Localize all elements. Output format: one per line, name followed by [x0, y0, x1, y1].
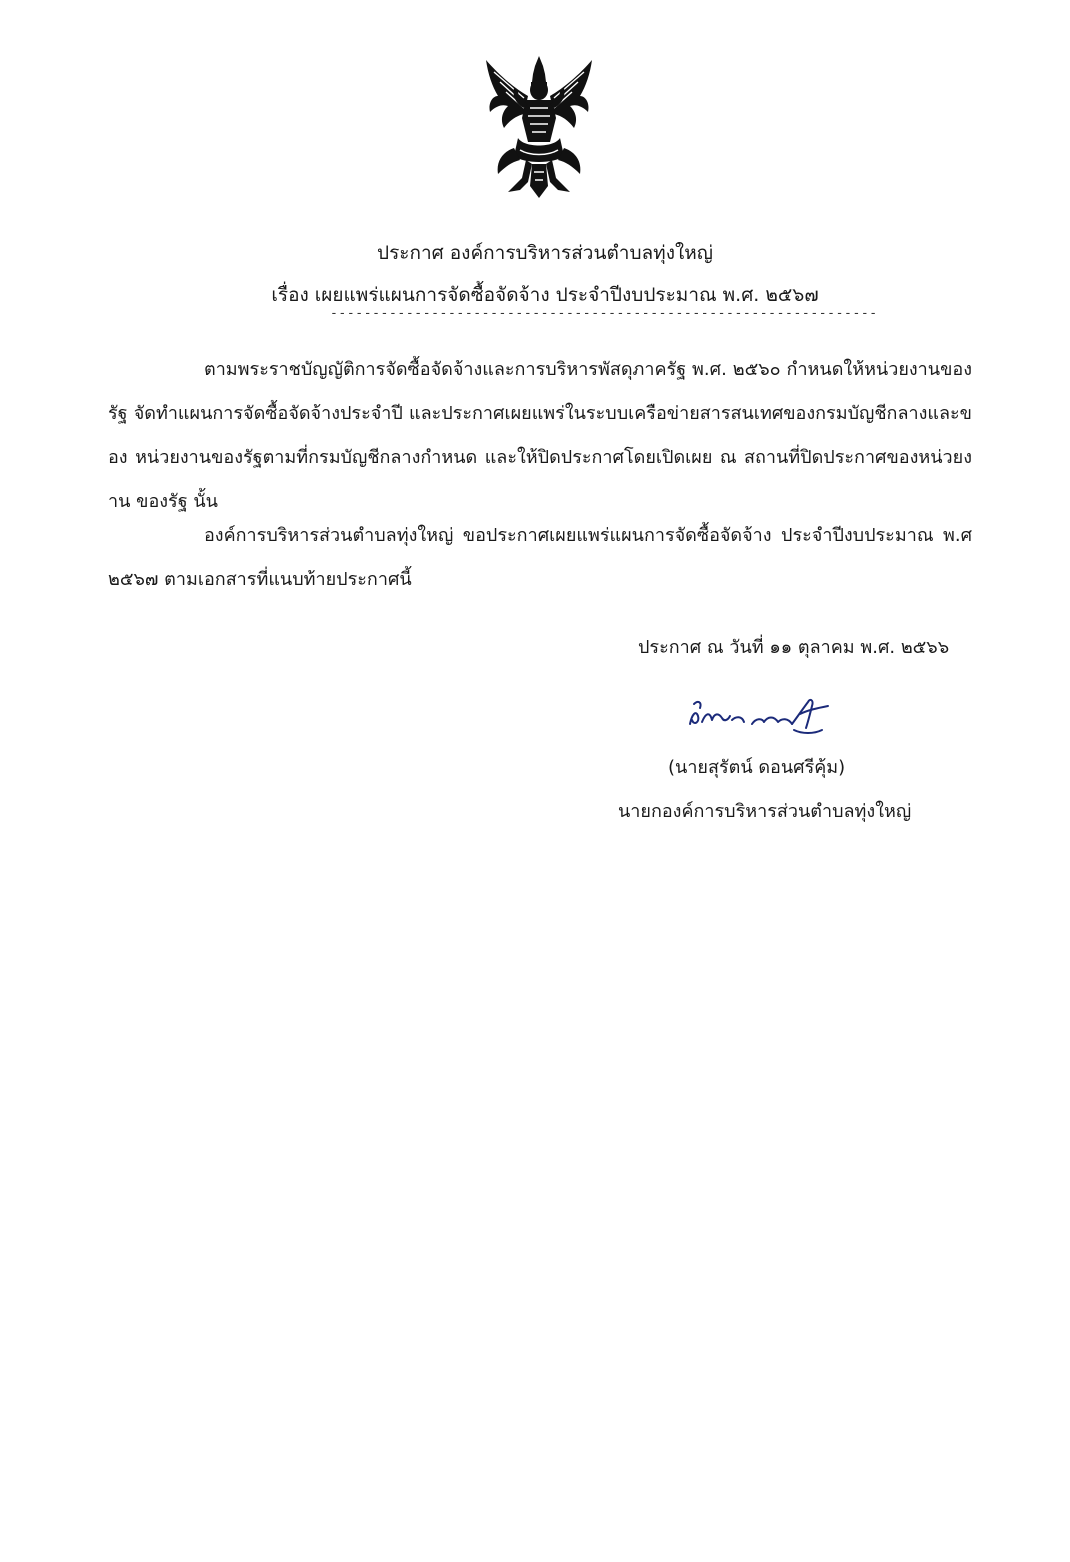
handwritten-signature-icon — [682, 690, 852, 740]
signer-position: นายกองค์การบริหารส่วนตำบลทุ่งใหญ่ — [618, 801, 912, 822]
subject-line: เรื่อง เผยแพร่แผนการจัดซื้อจัดจ้าง ประจำปีงบประมาณ พ.ศ. ๒๕๖๗ — [271, 284, 819, 306]
announcement-date: ประกาศ ณ วันที่ ๑๑ ตุลาคม พ.ศ. ๒๕๖๖ — [638, 637, 950, 658]
body-paragraph-2: องค์การบริหารส่วนตำบลทุ่งใหญ่ ขอประกาศเผยแพร่แผนการจัดซื้อจัดจ้าง ประจำปีงบประมาณ พ.ศ ๒๕๖๗ ตามเอกสารที่แนบท้ายประกาศนี้ — [108, 525, 972, 590]
signer-name: (นายสุรัตน์ ดอนศรีคุ้ม) — [668, 757, 846, 778]
title-divider: ----------------------------------------------------------------- — [330, 306, 878, 321]
body-paragraph-1: ตามพระราชบัญญัติการจัดซื้อจัดจ้างและการบริหารพัสดุภาครัฐ พ.ศ. ๒๕๖๐ กำหนดให้หน่วยงานของรัฐ จัดทำแผนการจัดซื้อจัดจ้างประจำปี และประกาศเผยแพร่ในระบบเครือข่ายสารสนเทศของกรมบัญชีกลางและของ หน่วยงานของรัฐตามที่กรมบัญชีกลางกำหนด และให้ปิดประกาศโดยเปิดเผย ณ สถานที่ปิดประกาศของหน่วยงาน ของรัฐ นั้น — [108, 359, 972, 512]
announcement-title: ประกาศ องค์การบริหารส่วนตำบลทุ่งใหญ่ — [377, 242, 713, 264]
garuda-emblem-icon — [478, 52, 600, 202]
